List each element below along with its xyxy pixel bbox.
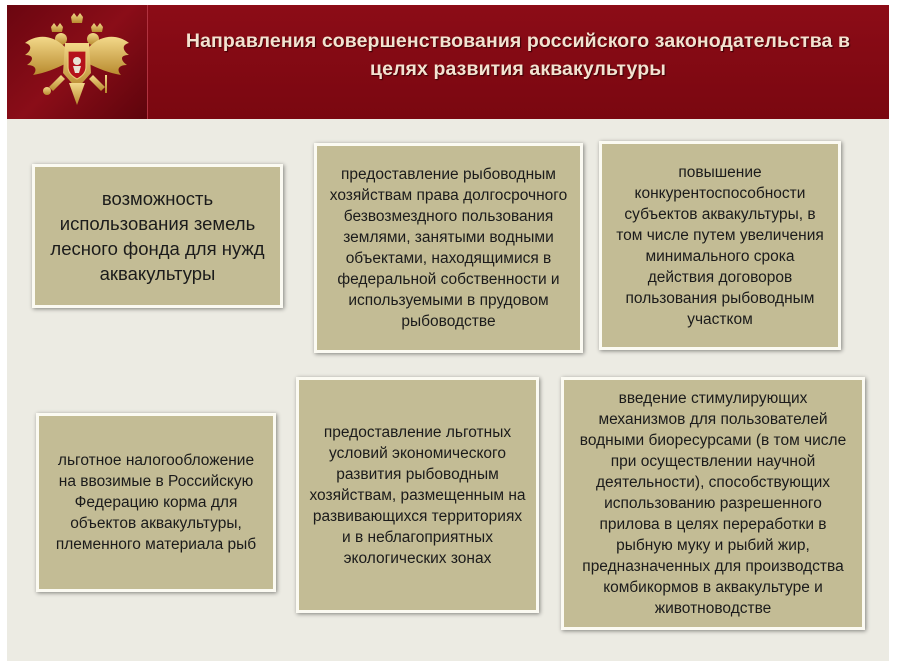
direction-box-free-land-use [314, 143, 583, 353]
direction-box-bycatch-incentives [561, 377, 865, 630]
direction-text: повышение конкурентоспособности субъектов аквакультуры, в том числе путем увеличения минимального срока действия договоров пользования рыбоводным участком [616, 163, 824, 328]
slide-header [7, 5, 889, 119]
direction-text: предоставление рыбоводным хозяйствам права долгосрочного безвозмездного пользования землями, занятыми водными объектами, находящимися в федеральной собственности и используемыми в прудовом рыбоводстве [329, 166, 568, 330]
direction-box-competitiveness [599, 141, 841, 350]
direction-text: предоставление льготных условий экономического развития рыбоводным хозяйствам, размещенным на развивающихся территориях и в неблагоприятных экологических зонах [309, 423, 526, 567]
russian-coat-of-arms-icon [21, 13, 133, 111]
direction-box-forest-land [32, 164, 283, 308]
direction-text: введение стимулирующих механизмов для пользователей водными биоресурсами (в том числе при осуществлении научной деятельности), способствующих использованию разрешенного прилова в целях переработки в рыбную муку и рыбий жир, предназначенных для производства комбикормов в аквакультуре и животноводстве [579, 390, 847, 617]
emblem-panel [7, 5, 148, 119]
direction-text: льготное налогообложение на ввозимые в Российскую Федерацию корма для объектов аквакультуры, племенного материала рыб [55, 452, 257, 553]
slide-title: Направления совершенствования российского законодательства в целях развития аквакультуры [185, 30, 851, 80]
direction-box-economic-conditions [296, 377, 539, 613]
direction-text: возможность использования земель лесного фонда для нужд аквакультуры [50, 188, 265, 284]
direction-box-tax-benefits [36, 413, 276, 592]
